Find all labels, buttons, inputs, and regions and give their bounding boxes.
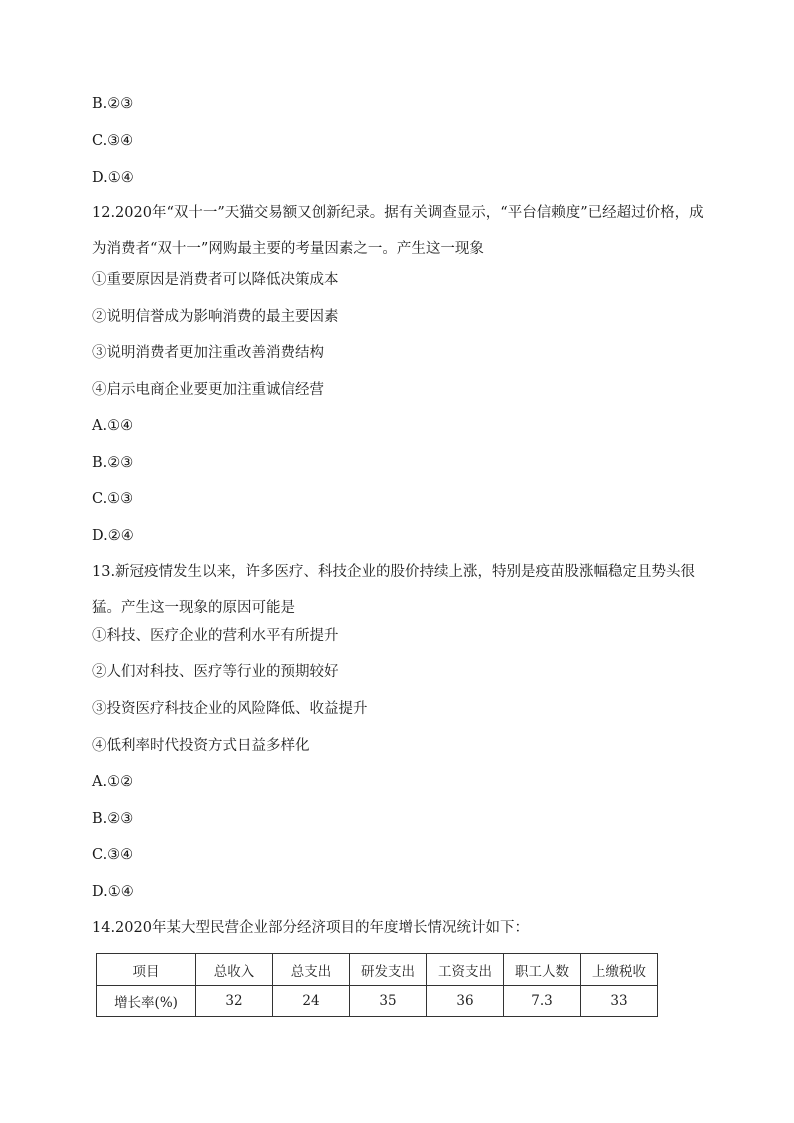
table-cell: 7.3 [504,986,581,1017]
q11-option-c: C.③④ [92,133,134,149]
table-cell: 35 [350,986,427,1017]
q12-option-c: C.①③ [92,491,134,507]
table-cell: 32 [196,986,273,1017]
table-header-cell: 总支出 [273,954,350,986]
q12-item-4: ④启示电商企业要更加注重诚信经营 [92,382,324,398]
q13-item-1: ①科技、医疗企业的营利水平有所提升 [92,628,339,644]
q13-option-d: D.①④ [92,884,134,900]
table-header-cell: 总收入 [196,954,273,986]
table-header-row [97,954,658,986]
table-row [97,986,658,1017]
table-cell: 36 [427,986,504,1017]
q13-stem: 13.新冠疫情发生以来，许多医疗、科技企业的股价持续上涨，特别是疫苗股涨幅稳定且势头很猛。产生这一现象的原因可能是 [92,564,696,616]
q13-item-3: ③投资医疗科技企业的风险降低、收益提升 [92,701,368,717]
table-header-cell: 工资支出 [427,954,504,986]
table-header-cell: 职工人数 [504,954,581,986]
q12-option-b: B.②③ [92,455,134,471]
q14-stem: 14.2020年某大型民营企业部分经济项目的年度增长情况统计如下： [92,920,529,936]
table-cell: 33 [581,986,658,1017]
q11-option-d: D.①④ [92,170,134,186]
q12-item-1: ①重要原因是消费者可以降低决策成本 [92,272,339,288]
table-cell: 增长率(%) [97,986,196,1017]
q11-option-b: B.②③ [92,96,134,112]
table-cell: 24 [273,986,350,1017]
growth-table [96,953,658,1017]
q13-option-c: C.③④ [92,847,134,863]
table-header-cell: 研发支出 [350,954,427,986]
q12-item-3: ③说明消费者更加注重改善消费结构 [92,345,324,361]
q12-option-a: A.①④ [92,418,134,434]
q13-option-b: B.②③ [92,811,134,827]
q12-stem: 12.2020年“双十一”天猫交易额又创新纪录。据有关调查显示，“平台信赖度”已经超过价格，成为消费者“双十一”网购最主要的考量因素之一。产生这一现象 [92,205,704,257]
q12-item-2: ②说明信誉成为影响消费的最主要因素 [92,309,339,325]
table-header-cell: 项目 [97,954,196,986]
table-header-cell: 上缴税收 [581,954,658,986]
q12-option-d: D.②④ [92,528,134,544]
q13-item-4: ④低利率时代投资方式日益多样化 [92,738,310,754]
q13-item-2: ②人们对科技、医疗等行业的预期较好 [92,664,339,680]
q13-option-a: A.①② [92,774,134,790]
